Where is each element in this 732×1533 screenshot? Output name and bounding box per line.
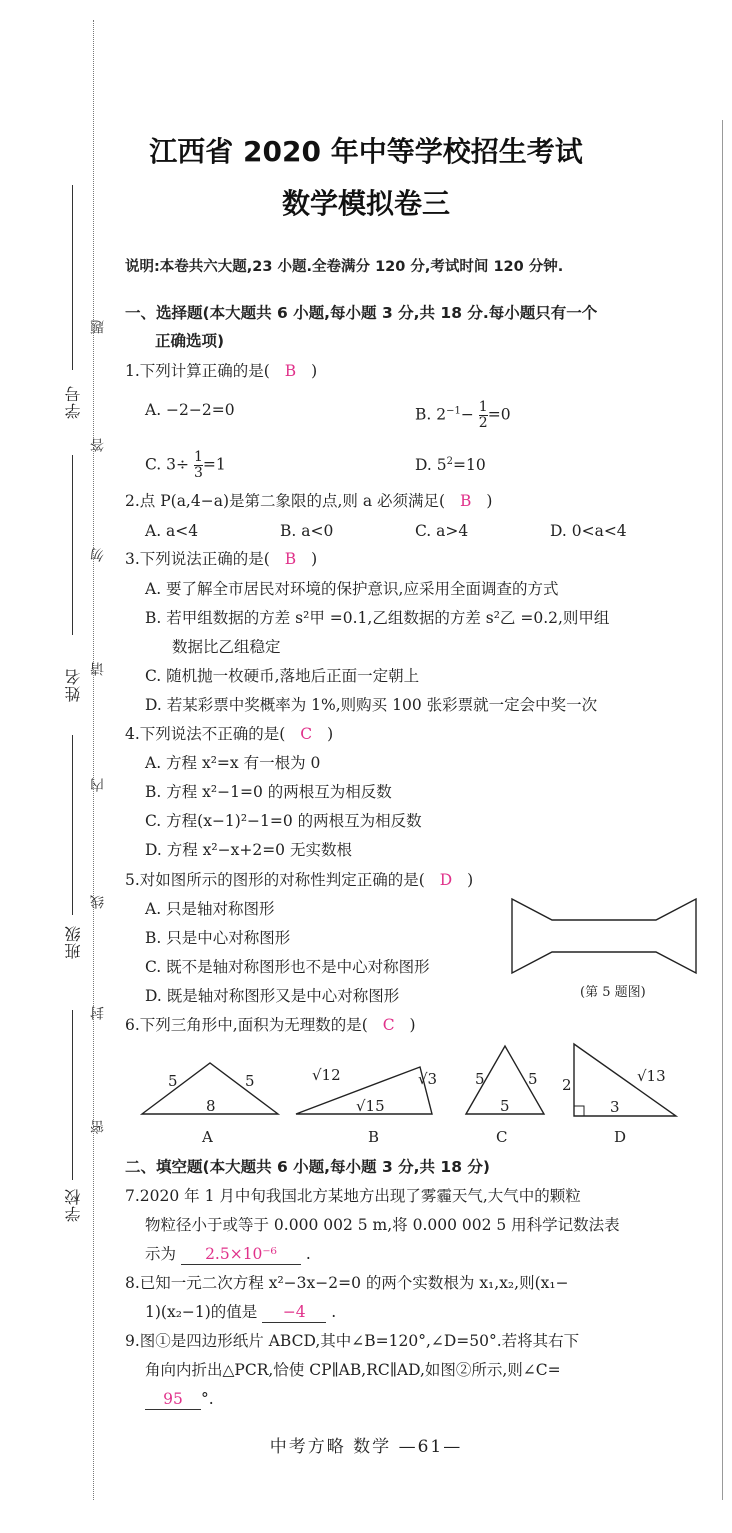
q9-line3: [145, 1389, 214, 1410]
q5-option-d: D. 既是轴对称图形又是中心对称图形: [145, 987, 400, 1005]
q4-option-b: B. 方程 x²−1=0 的两根互为相反数: [145, 783, 392, 801]
margin-hint: 内: [90, 778, 106, 792]
q1-b-base: B. 2: [415, 405, 447, 424]
q1-b-num: 1: [478, 399, 488, 415]
q6-d-base: 3: [610, 1098, 620, 1116]
exam-title: 江西省 2020 年中等学校招生考试: [149, 135, 583, 168]
q4-close: ): [327, 725, 334, 743]
q7-answer-blank: 2.5×10⁻⁶: [181, 1244, 301, 1265]
page-right-edge: [722, 120, 723, 1500]
q1-stem: [125, 361, 317, 381]
q4-stem-text: 4.下列说法不正确的是(: [125, 725, 286, 743]
q8-line2-pre: 1)(x₂−1)的值是: [145, 1303, 258, 1321]
q6-a-left: 5: [168, 1072, 178, 1090]
margin-hint: 封: [90, 1006, 106, 1020]
q7-line3-pre: 示为: [145, 1245, 177, 1263]
q7-line3: [145, 1244, 311, 1265]
q1-b-post: =0: [487, 405, 511, 424]
q2-stem-text: 2.点 P(a,4−a)是第二象限的点,则 a 必须满足(: [125, 492, 446, 510]
q1-d-post: =10: [452, 456, 486, 475]
q5-option-c: C. 既不是轴对称图形也不是中心对称图形: [145, 958, 430, 976]
q4-option-a: A. 方程 x²=x 有一根为 0: [145, 754, 321, 772]
section1-heading-cont: 正确选项): [155, 332, 225, 350]
margin-hint: 勿: [90, 548, 106, 562]
q7-line3-post: .: [305, 1245, 311, 1263]
q5-stem-text: 5.对如图所示的图形的对称性判定正确的是(: [125, 871, 425, 889]
q6-stem: [125, 1015, 416, 1035]
q1-b-den: 2: [478, 415, 488, 431]
q3-stem-text: 3.下列说法正确的是(: [125, 550, 270, 568]
q5-bowtie-figure: [508, 895, 700, 977]
q1-answer: B: [284, 362, 297, 380]
q1-c-num: 1: [193, 449, 203, 465]
q5-option-b: B. 只是中心对称图形: [145, 929, 291, 947]
q1-option-d: [415, 452, 486, 475]
q1-b-minus: −: [460, 405, 474, 424]
q2-option-d: D. 0<a<4: [550, 522, 627, 540]
q1-b-fraction: [479, 400, 488, 431]
q4-option-c: C. 方程(x−1)²−1=0 的两根互为相反数: [145, 812, 422, 830]
q3-option-b: B. 若甲组数据的方差 s²甲 =0.1,乙组数据的方差 s²乙 =0.2,则甲组: [145, 609, 610, 627]
q6-b-name: B: [368, 1128, 380, 1146]
instructions: [125, 257, 563, 277]
q9-line1: 9.图①是四边形纸片 ABCD,其中∠B=120°,∠D=50°.若将其右下: [125, 1332, 580, 1350]
name-line: [72, 455, 73, 635]
name-label: 姓名: [64, 668, 83, 702]
q6-b-right: √3: [418, 1070, 438, 1088]
q6-c-left: 5: [475, 1070, 485, 1088]
q6-d-hyp: √13: [637, 1067, 666, 1085]
q1-option-a: A. −2−2=0: [145, 401, 235, 419]
q3-option-c: C. 随机抛一枚硬币,落地后正面一定朝上: [145, 667, 420, 685]
q4-answer: C: [300, 725, 313, 743]
margin-hint: 线: [90, 895, 106, 909]
q3-option-b-cont: 数据比乙组稳定: [172, 638, 281, 656]
q3-stem: [125, 549, 317, 569]
q6-d-left: 2: [562, 1076, 572, 1094]
q6-a-name: A: [202, 1128, 213, 1146]
q1-c-post: =1: [202, 455, 226, 474]
q1-b-exp: −1: [446, 405, 461, 417]
q6-c-base: 5: [500, 1097, 510, 1115]
q3-answer: B: [284, 550, 297, 568]
q4-stem: [125, 724, 333, 744]
section1-heading: 一、选择题(本大题共 6 小题,每小题 3 分,共 18 分.每小题只有一个: [125, 304, 598, 322]
q1-d-base: D. 5: [415, 456, 447, 475]
q3-close: ): [311, 550, 318, 568]
section2-heading: 二、填空题(本大题共 6 小题,每小题 3 分,共 18 分): [125, 1158, 490, 1176]
margin-hint: 答: [90, 438, 106, 452]
q6-b-base: √15: [356, 1097, 385, 1115]
q5-option-a: A. 只是轴对称图形: [145, 900, 275, 918]
q3-option-a: A. 要了解全市居民对环境的保护意识,应采用全面调查的方式: [145, 580, 559, 598]
q1-c-fraction: [194, 450, 203, 481]
q7-line1: 7.2020 年 1 月中旬我国北方某地方出现了雾霾天气,大气中的颗粒: [125, 1187, 581, 1205]
q1-stem-text: 1.下列计算正确的是(: [125, 362, 270, 380]
q6-a-base: 8: [206, 1097, 216, 1115]
q3-option-d: D. 若某彩票中奖概率为 1%,则购买 100 张彩票就一定会中奖一次: [145, 696, 598, 714]
binding-dotted-line: [93, 20, 94, 1500]
q2-close: ): [486, 492, 493, 510]
page-footer: 中考方略 数学 —61—: [269, 1437, 463, 1457]
school-label: 学校: [64, 1188, 83, 1222]
q6-a-right: 5: [245, 1072, 255, 1090]
q2-option-b: B. a<0: [280, 522, 334, 540]
q6-right-angle-mark: [574, 1106, 584, 1116]
q2-stem: [125, 491, 492, 511]
margin-hint: 密: [90, 1120, 106, 1134]
margin-hint: 请: [90, 662, 106, 676]
q6-c-right: 5: [528, 1070, 538, 1088]
class-line: [72, 735, 73, 915]
q8-line1: 8.已知一元二次方程 x²−3x−2=0 的两个实数根为 x₁,x₂,则(x₁−: [125, 1274, 569, 1292]
q1-c-den: 3: [193, 465, 203, 481]
q4-option-d: D. 方程 x²−x+2=0 无实数根: [145, 841, 352, 859]
q9-line3-post: °.: [201, 1390, 214, 1408]
q1-c-pre: C. 3÷: [145, 455, 190, 474]
q9-line2: 角向内折出△PCR,恰使 CP∥AB,RC∥AD,如图②所示,则∠C=: [145, 1361, 561, 1379]
class-label: 班级: [64, 925, 83, 959]
q6-d-name: D: [614, 1128, 627, 1146]
instructions-text: 说明:本卷共六大题,23 小题.全卷满分 120 分,考试时间 120 分钟.: [125, 259, 564, 275]
q6-stem-text: 6.下列三角形中,面积为无理数的是(: [125, 1016, 368, 1034]
q8-answer-blank: −4: [262, 1302, 326, 1323]
q8-line2-post: .: [331, 1303, 337, 1321]
q5-figure-shape: [512, 899, 696, 973]
q9-answer-blank: 95: [145, 1389, 201, 1410]
margin-hint: 题: [90, 320, 106, 334]
q1-d-exp: 2: [446, 456, 453, 467]
q6-c-name: C: [496, 1128, 508, 1146]
q2-option-c: C. a>4: [415, 522, 469, 540]
q2-option-a: A. a<4: [145, 522, 199, 540]
q7-line2: 物粒径小于或等于 0.000 002 5 m,将 0.000 002 5 用科学记数法表: [145, 1216, 620, 1234]
q5-close: ): [467, 871, 474, 889]
q1-close: ): [311, 362, 318, 380]
q8-line2: [145, 1302, 336, 1323]
exam-subtitle: 数学模拟卷三: [281, 187, 450, 220]
student-id-label: 学号: [64, 385, 83, 419]
q5-answer: D: [439, 871, 453, 889]
q6-answer: C: [382, 1016, 395, 1034]
q5-stem: [125, 870, 473, 890]
q1-option-b: [415, 400, 511, 431]
q5-figure-caption: (第 5 题图): [580, 985, 646, 1000]
q6-close: ): [409, 1016, 416, 1034]
q2-answer: B: [460, 492, 472, 510]
q6-b-left: √12: [312, 1066, 341, 1084]
q1-option-c: [145, 450, 226, 481]
